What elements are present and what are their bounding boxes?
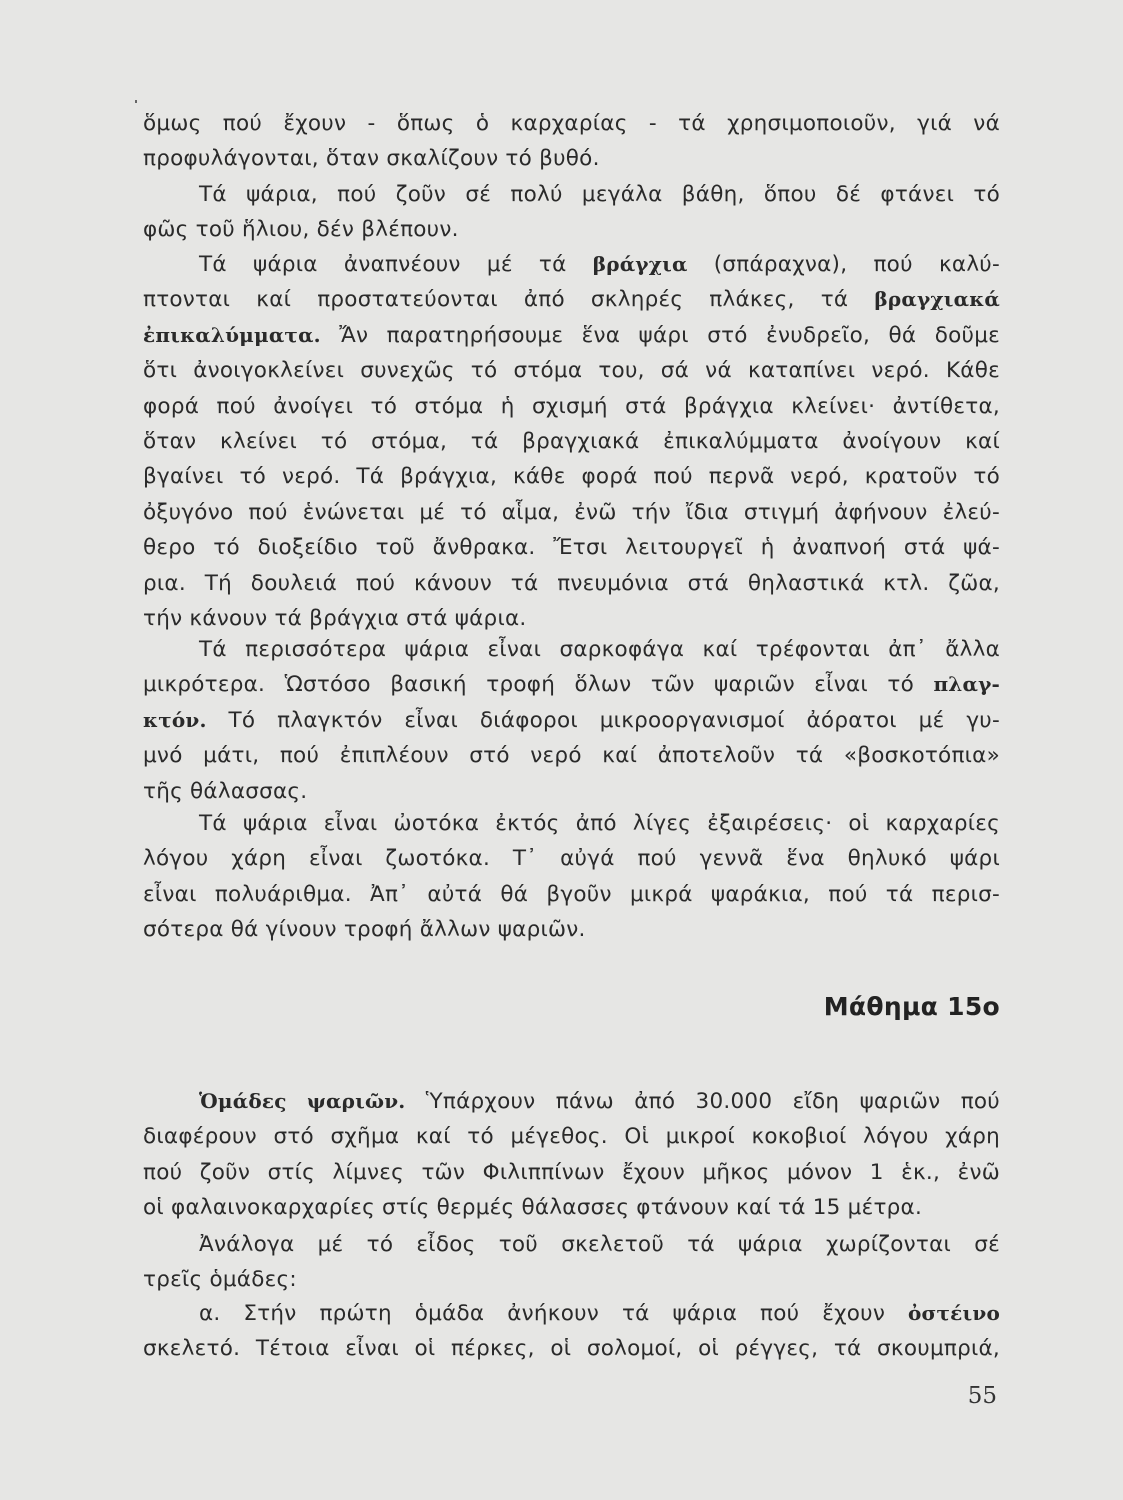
text-line: σκελετό. Τέτοια εἶναι οἱ πέρκες, οἱ σολομοί, οἱ ρέγγες, τά σκουμπριά, — [143, 1336, 1000, 1362]
text-line: ρια. Τή δουλειά πού κάνουν τά πνευμόνια στά θηλαστικά κτλ. ζῶα, — [143, 570, 1000, 596]
text-line: φῶς τοῦ ἥλιου, δέν βλέπουν. — [143, 217, 459, 243]
text-line: εἶναι πολυάριθμα. Ἀπ᾽ αὐτά θά βγοῦν μικρά ψαράκια, πού τά περισ- — [143, 881, 1000, 907]
text-line: Τά ψάρια, πού ζοῦν σέ πολύ μεγάλα βάθη, ὅπου δέ φτάνει τό — [199, 182, 1000, 207]
term-gill-covers: βραγχιακά — [874, 287, 1000, 312]
term-bony: ὀστέινο — [908, 1301, 1000, 1325]
paragraph-continuation — [143, 106, 1000, 177]
paragraph-skeleton-groups — [143, 1227, 1000, 1298]
text-line: ὅτι ἀνοιγοκλείνει συνεχῶς τό στόμα του, σά νά καταπίνει νερό. Κάθε — [143, 358, 1000, 384]
section-title-fish-groups: Ὁμάδες ψαριῶν. — [199, 1089, 406, 1113]
text-line: Ἀνάλογα μέ τό εἶδος τοῦ σκελετοῦ τά ψάρια χωρίζονται σέ — [199, 1232, 1000, 1257]
text-line: ὅταν κλείνει τό στόμα, τά βραγχιακά ἐπικαλύμματα ἀνοίγουν καί — [143, 429, 1000, 455]
text-line: α. Στήν πρώτη ὁμάδα ἀνήκουν τά ψάρια πού ἔχουν ὀστέινο — [199, 1301, 1000, 1326]
text-line: Τά περισσότερα ψάρια εἶναι σαρκοφάγα καί τρέφονται ἀπ᾽ ἄλλα — [199, 637, 1000, 662]
text-line: κτόν. Τό πλαγκτόν εἶναι διάφοροι μικροοργανισμοί ἀόρατοι μέ γυ- — [143, 707, 1000, 733]
text-line: λόγου χάρη εἶναι ζωοτόκα. Τ᾽ αὐγά πού γεννᾶ ἕνα θηλυκό ψάρι — [143, 846, 1000, 872]
page-number: 55 — [967, 1383, 997, 1409]
text-line: θερο τό διοξείδιο τοῦ ἄνθρακα. Ἔτσι λειτουργεῖ ἡ ἀναπνοή στά ψά- — [143, 535, 1000, 561]
text-line: μνό μάτι, πού ἐπιπλέουν στό νερό καί ἀποτελοῦν τά «βοσκοτόπια» — [143, 743, 1000, 769]
term-plankton: πλαγ- — [933, 672, 1000, 697]
text-line: διαφέρουν στό σχῆμα καί τό μέγεθος. Οἱ μικροί κοκοβιοί λόγου χάρη — [143, 1124, 1000, 1150]
text-line: πτονται καί προστατεύονται ἀπό σκληρές πλάκες, τά βραγχιακά — [143, 287, 1000, 313]
text-line: οἱ φαλαινοκαρχαρίες στίς θερμές θάλασσες φτάνουν καί τά 15 μέτρα. — [143, 1195, 923, 1221]
paragraph-gills — [143, 247, 1000, 636]
paragraph-plankton — [143, 632, 1000, 809]
text-line: ὅμως πού ἔχουν - ὅπως ὁ καρχαρίας - τά χρησιμοποιοῦν, γιά νά — [143, 111, 1000, 136]
text-line: Τά ψάρια ἀναπνέουν μέ τά βράγχια (σπάραχνα), πού καλύ- — [199, 252, 1000, 277]
text-line: μικρότερα. Ὡστόσο βασική τροφή ὅλων τῶν ψαριῶν εἶναι τό πλαγ- — [143, 672, 1000, 698]
print-mark — [135, 100, 137, 103]
text-line: Τά ψάρια εἶναι ὠοτόκα ἐκτός ἀπό λίγες ἐξαιρέσεις· οἱ καρχαρίες — [199, 811, 1000, 836]
text-line: βγαίνει τό νερό. Τά βράγχια, κάθε φορά πού περνᾶ νερό, κρατοῦν τό — [143, 464, 1000, 490]
paragraph-deep-sea-fish — [143, 177, 1000, 248]
text-line: ἐπικαλύμματα. Ἄν παρατηρήσουμε ἕνα ψάρι στό ἐνυδρεῖο, θά δοῦμε — [143, 322, 1000, 348]
term-gills: βράγχια — [592, 252, 688, 276]
text-line: προφυλάγονται, ὅταν σκαλίζουν τό βυθό. — [143, 146, 600, 172]
term-gill-covers-cont: ἐπικαλύμματα. — [143, 322, 321, 347]
text-line: τῆς θάλασσας. — [143, 778, 308, 804]
lesson-heading: Μάθημα 15ο — [823, 992, 1000, 1021]
text-line: σότερα θά γίνουν τροφή ἄλλων ψαριῶν. — [143, 917, 586, 943]
text-line: φορά πού ἀνοίγει τό στόμα ἡ σχισμή στά βράγχια κλείνει· ἀντίθετα, — [143, 393, 1000, 419]
paragraph-reproduction — [143, 806, 1000, 948]
paragraph-fish-groups — [143, 1084, 1000, 1226]
paragraph-bony-fish — [143, 1296, 1000, 1367]
text-line: τήν κάνουν τά βράγχια στά ψάρια. — [143, 606, 527, 632]
text-line: Ὁμάδες ψαριῶν. Ὑπάρχουν πάνω ἀπό 30.000 εἴδη ψαριῶν πού — [199, 1089, 1000, 1114]
text-line: τρεῖς ὁμάδες: — [143, 1267, 297, 1293]
text-line: πού ζοῦν στίς λίμνες τῶν Φιλιππίνων ἔχουν μῆκος μόνον 1 ἑκ., ἐνῶ — [143, 1159, 1000, 1185]
term-plankton-cont: κτόν. — [143, 707, 207, 732]
text-line: ὀξυγόνο πού ἑνώνεται μέ τό αἷμα, ἐνῶ τήν ἴδια στιγμή ἀφήνουν ἐλεύ- — [143, 499, 1000, 525]
